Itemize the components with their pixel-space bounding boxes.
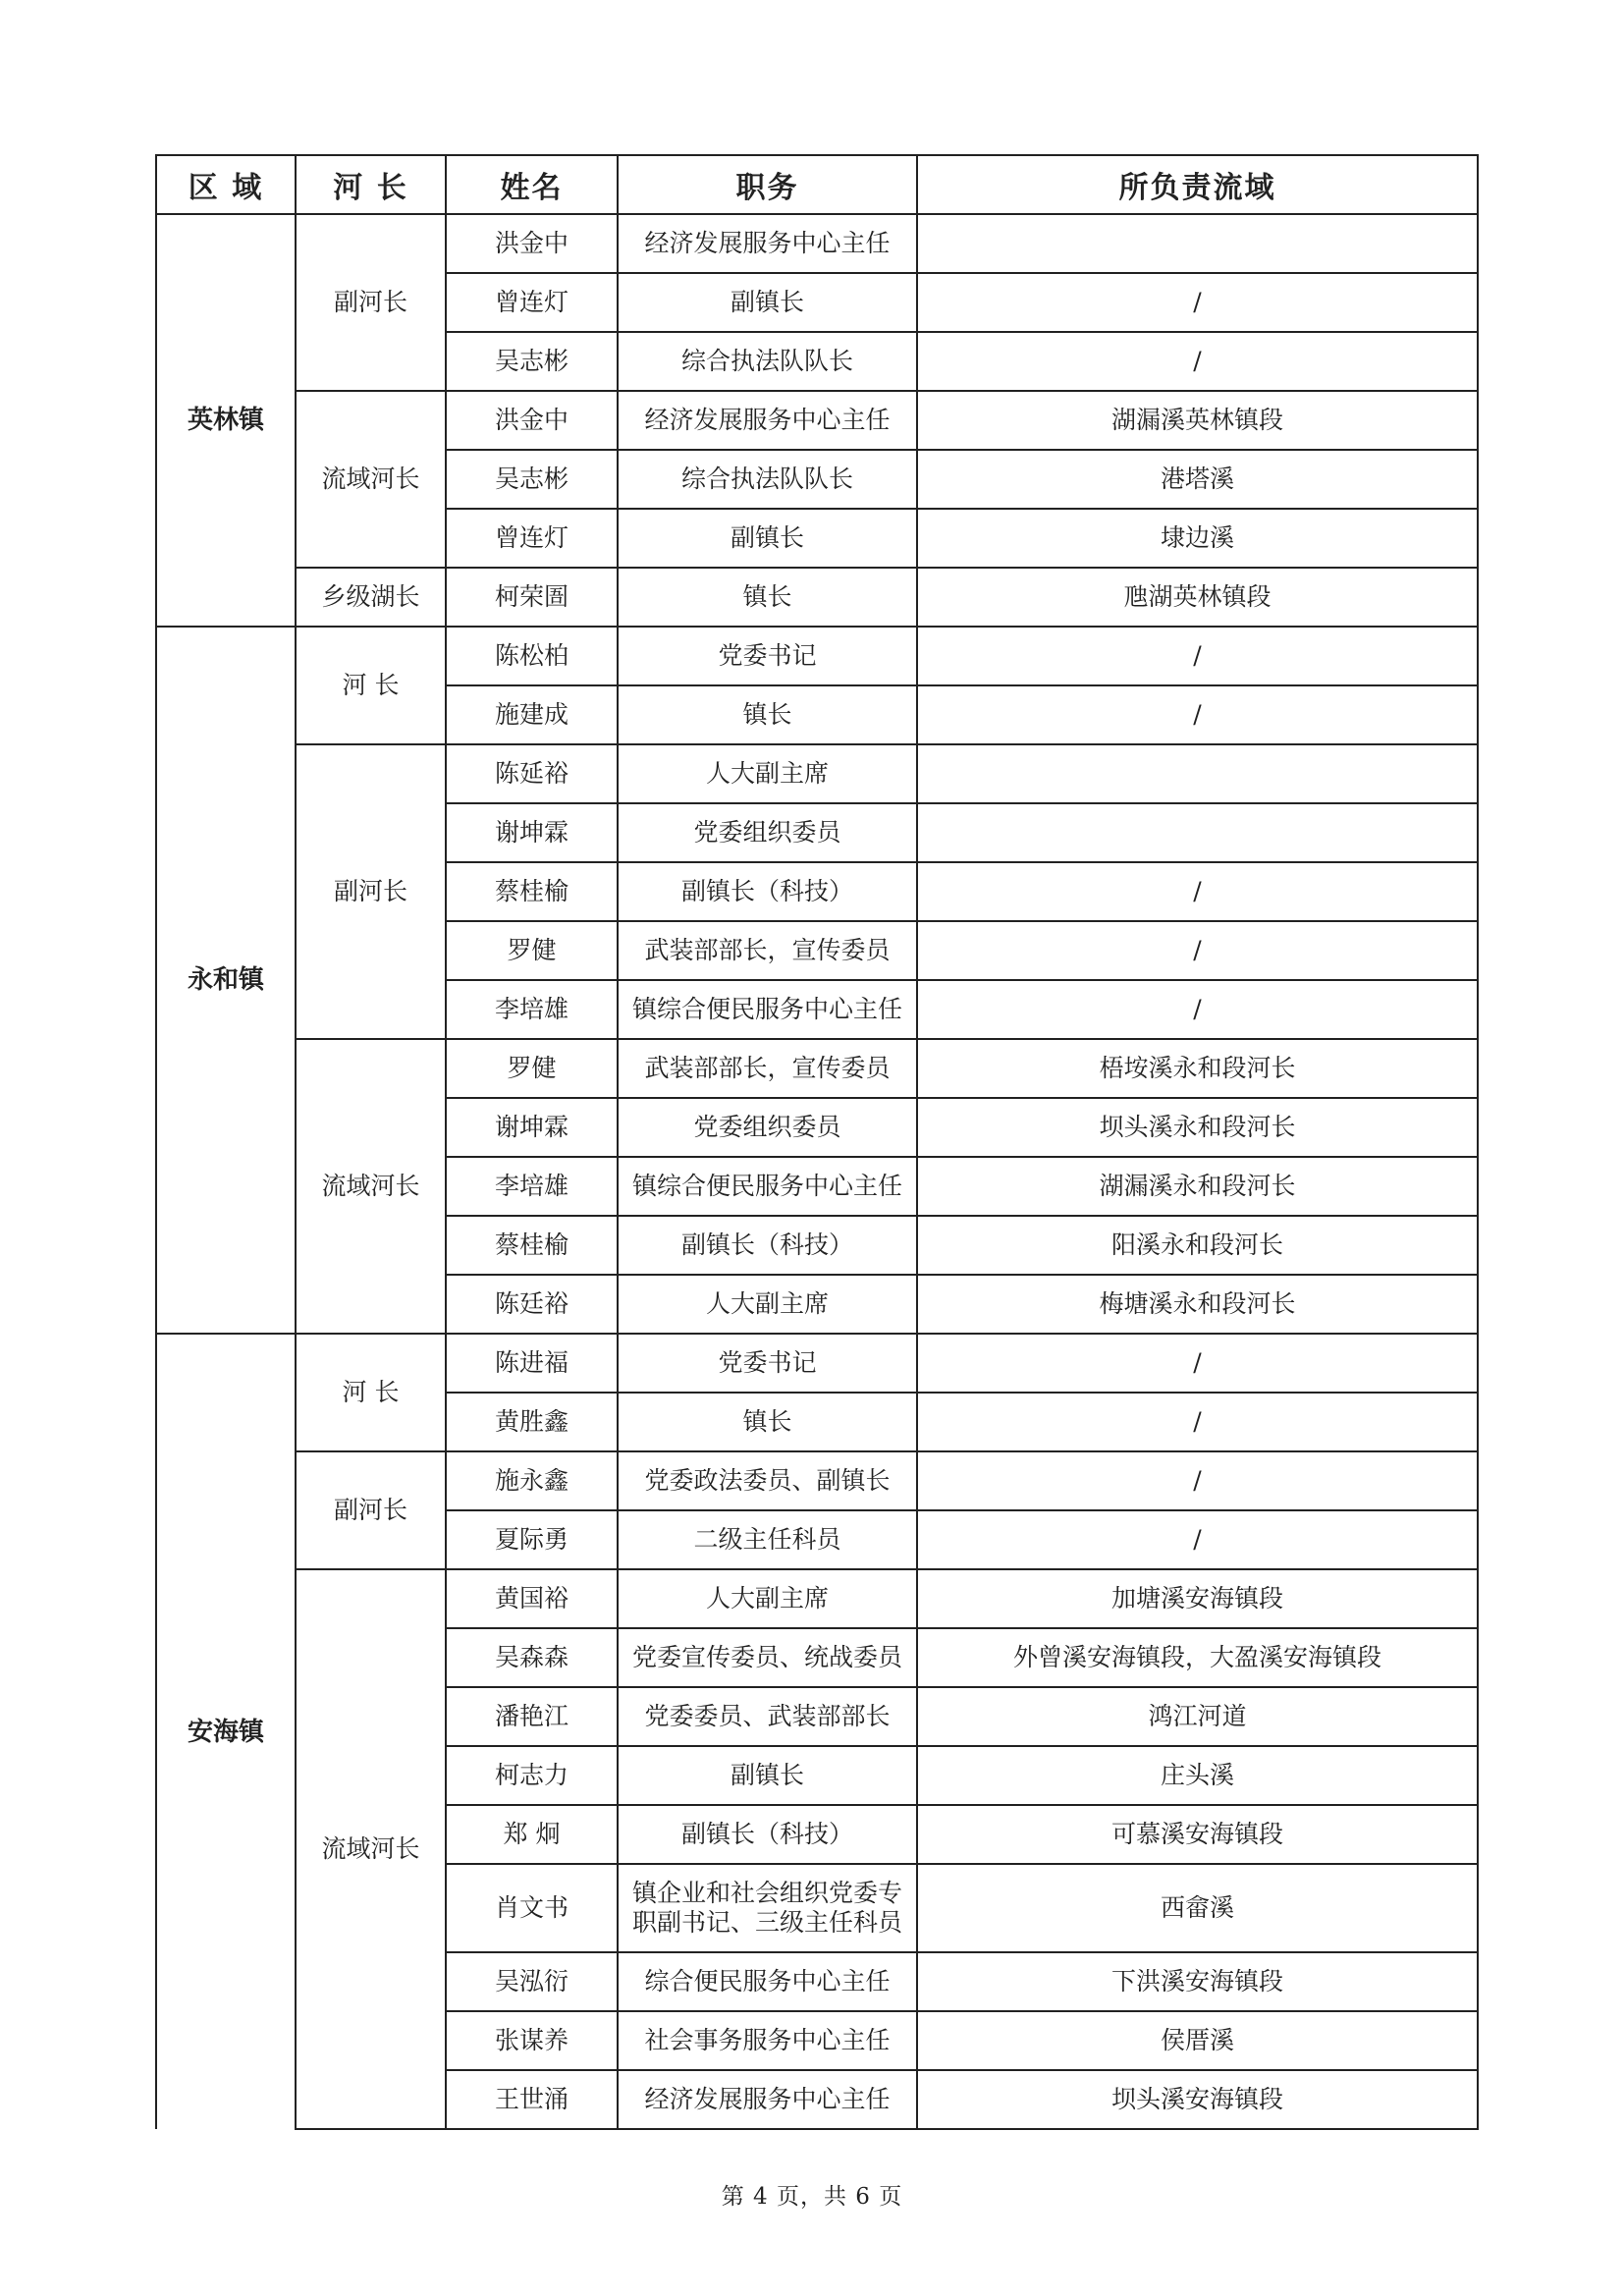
title-cell: 党委书记	[618, 627, 917, 685]
basin-cell: 侯厝溪	[917, 2011, 1478, 2070]
title-cell: 副镇长	[618, 273, 917, 332]
area-cell: 永和镇	[156, 627, 296, 1334]
basin-cell: /	[917, 1393, 1478, 1451]
title-cell: 经济发展服务中心主任	[618, 2070, 917, 2129]
basin-cell: 可慕溪安海镇段	[917, 1805, 1478, 1864]
basin-cell: 湖漏溪永和段河长	[917, 1157, 1478, 1216]
title-cell: 副镇长（科技）	[618, 862, 917, 921]
title-cell: 党委书记	[618, 1334, 917, 1393]
title-cell: 党委委员、武装部部长	[618, 1687, 917, 1746]
title-cell: 经济发展服务中心主任	[618, 214, 917, 273]
name-cell: 曾连灯	[446, 273, 618, 332]
table-row	[156, 568, 1478, 627]
name-cell: 曾连灯	[446, 509, 618, 568]
title-cell: 二级主任科员	[618, 1510, 917, 1569]
title-cell: 综合执法队队长	[618, 450, 917, 509]
name-cell: 黄国裕	[446, 1569, 618, 1628]
area-cell: 安海镇	[156, 1334, 296, 2129]
title-cell: 综合便民服务中心主任	[618, 1952, 917, 2011]
table-row	[156, 1334, 1478, 1393]
name-cell: 施建成	[446, 685, 618, 744]
table-row	[156, 1039, 1478, 1098]
table-row	[156, 1451, 1478, 1510]
basin-cell: 下洪溪安海镇段	[917, 1952, 1478, 2011]
basin-cell: /	[917, 862, 1478, 921]
basin-cell: 加塘溪安海镇段	[917, 1569, 1478, 1628]
name-cell: 罗健	[446, 1039, 618, 1098]
basin-cell: 鸿江河道	[917, 1687, 1478, 1746]
name-cell: 陈进福	[446, 1334, 618, 1393]
table-body	[156, 214, 1478, 2129]
basin-cell: 坝头溪安海镇段	[917, 2070, 1478, 2129]
basin-cell: /	[917, 980, 1478, 1039]
header-name: 姓名	[446, 155, 618, 214]
role-cell: 河 长	[296, 1334, 446, 1451]
header-basin: 所负责流域	[917, 155, 1478, 214]
basin-cell: /	[917, 685, 1478, 744]
basin-cell: /	[917, 1510, 1478, 1569]
name-cell: 柯荣圄	[446, 568, 618, 627]
basin-cell: /	[917, 332, 1478, 391]
title-cell: 镇综合便民服务中心主任	[618, 1157, 917, 1216]
title-cell: 副镇长（科技）	[618, 1216, 917, 1275]
basin-cell: /	[917, 1451, 1478, 1510]
name-cell: 李培雄	[446, 1157, 618, 1216]
basin-cell: 外曾溪安海镇段，大盈溪安海镇段	[917, 1628, 1478, 1687]
title-cell: 镇综合便民服务中心主任	[618, 980, 917, 1039]
name-cell: 夏际勇	[446, 1510, 618, 1569]
page-footer: 第 4 页，共 6 页	[721, 2184, 903, 2210]
table-row	[156, 214, 1478, 273]
name-cell: 陈延裕	[446, 744, 618, 803]
name-cell: 蔡桂榆	[446, 862, 618, 921]
title-cell: 武装部部长，宣传委员	[618, 1039, 917, 1098]
name-cell: 洪金中	[446, 391, 618, 450]
role-cell: 流域河长	[296, 1039, 446, 1334]
header-row	[156, 155, 1478, 214]
name-cell: 施永鑫	[446, 1451, 618, 1510]
role-cell: 副河长	[296, 214, 446, 391]
basin-cell: 西畲溪	[917, 1864, 1478, 1952]
table-row	[156, 1569, 1478, 1628]
role-cell: 流域河长	[296, 1569, 446, 2129]
basin-cell: /	[917, 1334, 1478, 1393]
title-cell: 人大副主席	[618, 1569, 917, 1628]
basin-cell	[917, 744, 1478, 803]
basin-cell: 埭边溪	[917, 509, 1478, 568]
table-row	[156, 744, 1478, 803]
title-cell: 人大副主席	[618, 744, 917, 803]
title-cell: 党委组织委员	[618, 1098, 917, 1157]
name-cell: 王世涌	[446, 2070, 618, 2129]
basin-cell: 庄头溪	[917, 1746, 1478, 1805]
basin-cell	[917, 803, 1478, 862]
title-cell: 镇长	[618, 568, 917, 627]
basin-cell: 坝头溪永和段河长	[917, 1098, 1478, 1157]
role-cell: 副河长	[296, 744, 446, 1039]
header-area: 区 域	[156, 155, 296, 214]
role-cell: 河 长	[296, 627, 446, 744]
name-cell: 吴泓衍	[446, 1952, 618, 2011]
basin-cell: 湖漏溪英林镇段	[917, 391, 1478, 450]
title-cell: 党委政法委员、副镇长	[618, 1451, 917, 1510]
basin-cell: /	[917, 921, 1478, 980]
basin-cell: 虺湖英林镇段	[917, 568, 1478, 627]
title-cell: 综合执法队队长	[618, 332, 917, 391]
title-cell: 镇企业和社会组织党委专职副书记、三级主任科员	[618, 1864, 917, 1952]
name-cell: 柯志力	[446, 1746, 618, 1805]
title-cell: 人大副主席	[618, 1275, 917, 1334]
table-row	[156, 627, 1478, 685]
basin-cell: 港塔溪	[917, 450, 1478, 509]
name-cell: 张谋养	[446, 2011, 618, 2070]
name-cell: 谢坤霖	[446, 803, 618, 862]
role-cell: 副河长	[296, 1451, 446, 1569]
title-cell: 武装部部长，宣传委员	[618, 921, 917, 980]
title-cell: 镇长	[618, 685, 917, 744]
name-cell: 陈廷裕	[446, 1275, 618, 1334]
name-cell: 黄胜鑫	[446, 1393, 618, 1451]
name-cell: 陈松柏	[446, 627, 618, 685]
area-cell: 英林镇	[156, 214, 296, 627]
basin-cell	[917, 214, 1478, 273]
title-cell: 副镇长（科技）	[618, 1805, 917, 1864]
basin-cell: /	[917, 273, 1478, 332]
basin-cell: 阳溪永和段河长	[917, 1216, 1478, 1275]
title-cell: 副镇长	[618, 509, 917, 568]
name-cell: 肖文书	[446, 1864, 618, 1952]
river-chief-table	[155, 154, 1479, 2130]
name-cell: 吴志彬	[446, 332, 618, 391]
basin-cell: 梧垵溪永和段河长	[917, 1039, 1478, 1098]
name-cell: 吴森森	[446, 1628, 618, 1687]
name-cell: 罗健	[446, 921, 618, 980]
name-cell: 蔡桂榆	[446, 1216, 618, 1275]
role-cell: 流域河长	[296, 391, 446, 568]
role-cell: 乡级湖长	[296, 568, 446, 627]
basin-cell: /	[917, 627, 1478, 685]
title-cell: 党委组织委员	[618, 803, 917, 862]
basin-cell: 梅塘溪永和段河长	[917, 1275, 1478, 1334]
name-cell: 吴志彬	[446, 450, 618, 509]
name-cell: 潘艳江	[446, 1687, 618, 1746]
table-row	[156, 391, 1478, 450]
name-cell: 谢坤霖	[446, 1098, 618, 1157]
title-cell: 镇长	[618, 1393, 917, 1451]
name-cell: 郑 炯	[446, 1805, 618, 1864]
title-cell: 副镇长	[618, 1746, 917, 1805]
header-title: 职务	[618, 155, 917, 214]
name-cell: 洪金中	[446, 214, 618, 273]
title-cell: 党委宣传委员、统战委员	[618, 1628, 917, 1687]
header-chief: 河 长	[296, 155, 446, 214]
name-cell: 李培雄	[446, 980, 618, 1039]
title-cell: 社会事务服务中心主任	[618, 2011, 917, 2070]
title-cell: 经济发展服务中心主任	[618, 391, 917, 450]
